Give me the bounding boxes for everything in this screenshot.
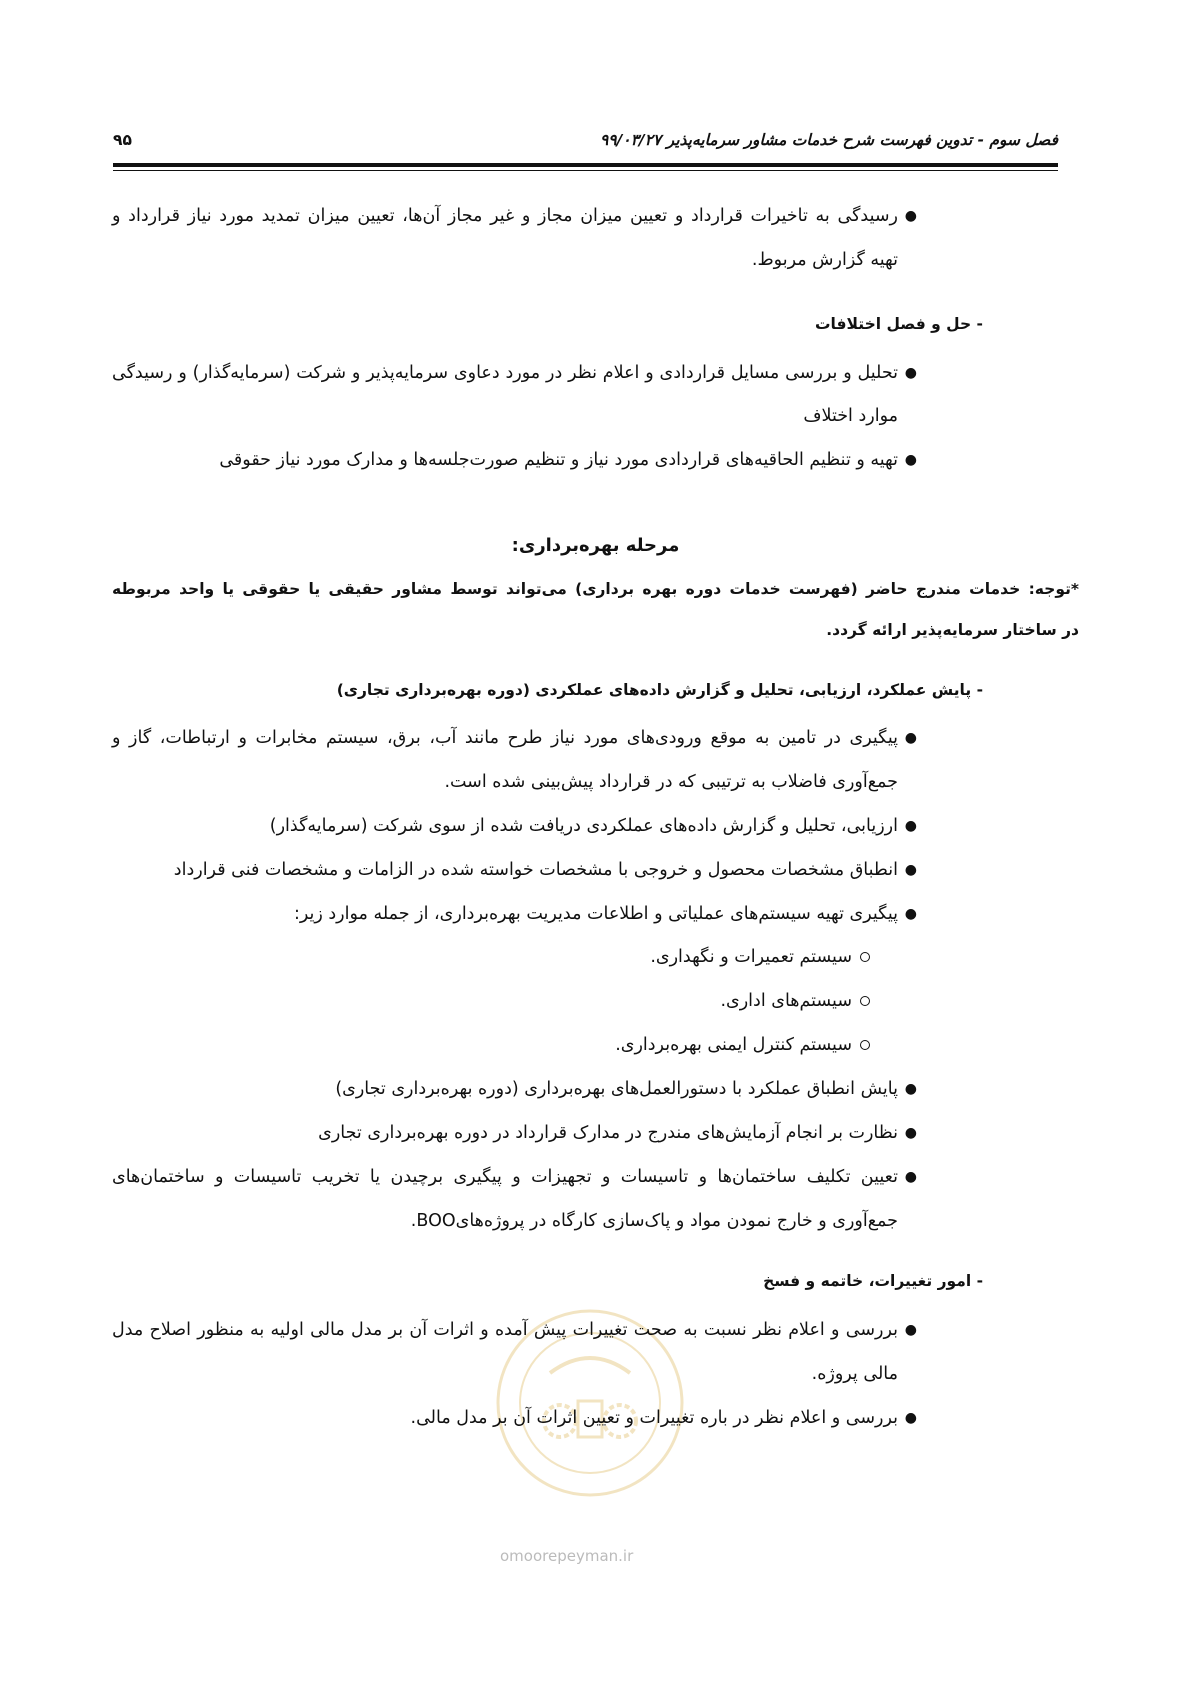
paragraph-line: نظارت بر انجام آزمایش‌های مندرج در مدارک قرارداد در دوره بهره‌برداری تجاری (318, 1123, 898, 1143)
page-header (113, 131, 1058, 155)
note-line: در ساختار سرمایه‌پذیر ارائه گردد. (826, 621, 1079, 639)
bullet-icon: ● (904, 1081, 917, 1097)
bullet-icon: ● (904, 1169, 917, 1185)
paragraph-line: پیگیری در تامین به موقع ورودی‌های مورد نیاز طرح مانند آب، برق، سیستم مخابرات و ارتباطات، گاز و (112, 728, 898, 748)
paragraph-line: بررسی و اعلام نظر در باره تغییرات و تعیین اثرات آن بر مدل مالی. (410, 1408, 898, 1428)
paragraph-line: تحلیل و بررسی مسایل قراردادی و اعلام نظر در مورد دعاوی سرمایه‌پذیر و شرکت (سرمایه‌گذار) و رسیدگی (112, 363, 898, 383)
paragraph-line: تهیه و تنظیم الحاقیه‌های قراردادی مورد نیاز و تنظیم صورت‌جلسه‌ها و مدارک مورد نیاز حقوقی (219, 450, 898, 470)
watermark-text: omoorepeyman.ir (500, 1547, 634, 1565)
paragraph-line: پایش انطباق عملکرد با دستورالعمل‌های بهره‌برداری (دوره بهره‌برداری تجاری) (335, 1079, 898, 1099)
sub-item: سیستم تعمیرات و نگهداری. (650, 947, 852, 967)
sub-bullet-icon (860, 1040, 870, 1050)
paragraph-line: جمع‌آوری فاضلاب به ترتیبی که در قرارداد پیش‌بینی شده است. (444, 772, 898, 792)
sub-item: سیستم‌های اداری. (720, 991, 852, 1011)
sub-bullet-icon (860, 952, 870, 962)
section-heading: - پایش عملکرد، ارزیابی، تحلیل و گزارش داده‌های عملکردی (دوره بهره‌برداری تجاری) (336, 681, 983, 699)
bullet-icon: ● (904, 365, 917, 381)
bullet-icon: ● (904, 1410, 917, 1426)
bullet-icon: ● (904, 818, 917, 834)
paragraph-line: انطباق مشخصات محصول و خروجی با مشخصات خواسته شده در الزامات و مشخصات فنی قرارداد (173, 860, 898, 880)
bullet-icon: ● (904, 208, 917, 224)
section-heading: - حل و فصل اختلافات (814, 315, 983, 333)
paragraph-line: پیگیری تهیه سیستم‌های عملیاتی و اطلاعات مدیریت بهره‌برداری، از جمله موارد زیر: (293, 904, 898, 924)
paragraph-line: مالی پروژه. (811, 1364, 898, 1384)
bullet-icon: ● (904, 730, 917, 746)
paragraph-line: ارزیابی، تحلیل و گزارش داده‌های عملکردی دریافت شده از سوی شرکت (سرمایه‌گذار) (269, 816, 898, 836)
header-rule-thin (113, 170, 1058, 171)
bullet-icon: ● (904, 1322, 917, 1338)
section-title: مرحله بهره‌برداری: (511, 535, 680, 556)
header-rule-thick (113, 163, 1058, 167)
bullet-icon: ● (904, 906, 917, 922)
bullet-icon: ● (904, 862, 917, 878)
sub-bullet-icon (860, 996, 870, 1006)
paragraph-line: جمع‌آوری و خارج نمودن مواد و پاک‌سازی کارگاه در پروژه‌هایBOO. (410, 1211, 898, 1231)
page-number: ۹۵ (113, 131, 132, 149)
paragraph-line: تعیین تکلیف ساختمان‌ها و تاسیسات و تجهیزات و پیگیری برچیدن یا تخریب تاسیسات و ساختمان‌های (112, 1167, 898, 1187)
bullet-icon: ● (904, 1125, 917, 1141)
header-title: فصل سوم - تدوین فهرست شرح خدمات مشاور سرمایه‌پذیر ۹۹/۰۳/۲۷ (599, 131, 1058, 149)
paragraph-line: موارد اختلاف (803, 406, 898, 426)
bullet-icon: ● (904, 452, 917, 468)
sub-item: سیستم کنترل ایمنی بهره‌برداری. (615, 1035, 852, 1055)
note-line: *توجه: خدمات مندرج حاضر (فهرست خدمات دوره بهره برداری) می‌تواند توسط مشاور حقیقی یا حقوقی یا واحد مربوطه (112, 580, 1079, 598)
paragraph-line: تهیه گزارش مربوط. (751, 250, 898, 270)
paragraph-line: رسیدگی به تاخیرات قرارداد و تعیین میزان مجاز و غیر مجاز آن‌ها، تعیین میزان تمدید مورد نیاز قرارداد و (112, 206, 898, 226)
paragraph-line: بررسی و اعلام نظر نسبت به صحت تغییرات پیش آمده و اثرات آن بر مدل مالی اولیه به منظور اصلاح مدل (112, 1320, 898, 1340)
section-heading: - امور تغییرات، خاتمه و فسخ (763, 1272, 983, 1290)
